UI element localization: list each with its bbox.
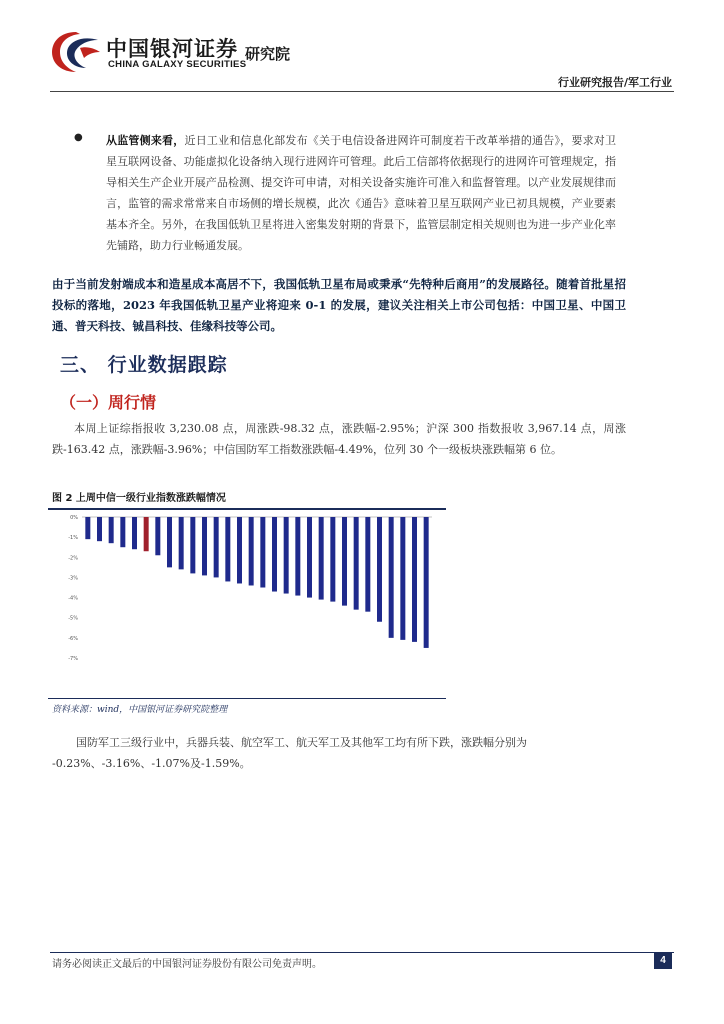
bar [284, 517, 289, 594]
bullet-paragraph [106, 130, 616, 256]
bar [319, 517, 324, 600]
bar [97, 517, 102, 541]
bar [225, 517, 230, 581]
header-divider [50, 91, 674, 92]
summary-paragraph: 由于当前发射端成本和造星成本高居不下，我国低轨卫星布局或秉承“先特种后商用”的发展路径。随着首批星招投标的落地，2023 年我国低轨卫星产业将迎来 0-1 的发展，建议关注相关上市公司包括：中国卫星、中国卫通、普天科技、铖昌科技、佳缘科技等公司。 [52, 277, 626, 333]
source-note: 资料来源：wind，中国银河证券研究院整理 [52, 705, 228, 715]
brand-name-cn: 中国银河证券 [106, 37, 238, 61]
bar [249, 517, 254, 585]
bar [109, 517, 114, 543]
bar [295, 517, 300, 596]
bar [202, 517, 207, 575]
bar [272, 517, 277, 592]
bar-defense-military [144, 517, 149, 551]
y-tick-label: 0% [70, 515, 78, 521]
figure-caption: 图 2 上周中信一级行业指数涨跌幅情况 [52, 493, 226, 504]
bar [400, 517, 405, 640]
bar [214, 517, 219, 577]
brand-institute: 研究院 [245, 45, 291, 63]
bar [179, 517, 184, 569]
y-tick-label: -4% [68, 595, 78, 602]
bar [120, 517, 125, 547]
footer-disclaimer: 请务必阅读正文最后的中国银河证券股份有限公司免责声明。 [52, 959, 322, 970]
y-tick-label: -3% [68, 575, 78, 582]
bar [307, 517, 312, 598]
bar [365, 517, 370, 612]
footer-divider [50, 952, 674, 953]
brand-name-en: CHINA GALAXY SECURITIES [108, 59, 247, 70]
subindustry-paragraph: 国防军工三级行业中，兵器兵装、航空军工、航天军工及其他军工均有所下跌，涨跌幅分别为 -0.23%、-3.16%、-1.07%及-1.59%。 [52, 736, 527, 770]
bar [377, 517, 382, 622]
subsection-title: （一）周行情 [60, 393, 157, 412]
bar [190, 517, 195, 573]
bar [260, 517, 265, 588]
bullet-icon: ● [74, 132, 83, 143]
y-tick-label: -2% [68, 555, 78, 562]
bar [412, 517, 417, 642]
bar [237, 517, 242, 583]
bar [85, 517, 90, 539]
y-tick-label: -7% [68, 656, 78, 662]
market-paragraph: 本周上证综指报收 3,230.08 点，周涨跌-98.32 点，涨跌幅-2.95%；沪深 300 指数报收 3,967.14 点，周涨跌-163.42 点，涨跌幅-3.96%；中信国防军工指数涨跌幅-4.49%，位列 30 个一级板块涨跌幅第 6 位。 [52, 422, 626, 456]
report-type: 行业研究报告/军工行业 [557, 76, 672, 89]
industry-change-bar-chart [52, 510, 446, 696]
bar [354, 517, 359, 610]
bar [155, 517, 160, 555]
y-tick-label: -5% [68, 615, 78, 622]
bar [167, 517, 172, 567]
page-number: 4 [654, 953, 672, 969]
bar [424, 517, 429, 648]
section-title: 三、 行业数据跟踪 [60, 354, 228, 376]
bar [330, 517, 335, 602]
galaxy-logo-icon [50, 28, 102, 74]
figure-bottom-rule [48, 698, 446, 699]
bar [132, 517, 137, 549]
bar [389, 517, 394, 638]
y-tick-label: -6% [68, 635, 78, 642]
bullet-text: 近日工业和信息化部发布《关于电信设备进网许可制度若干改革举措的通告》，要求对卫星互联网设备、功能虚拟化设备纳入现行进网许可管理。此后工信部将依据现行的进网许可管理规定，指导相关生产企业开展产品检测、提交许可申请，对相关设备实施许可准入和监督管理。以产业发展规律而言，监管的需求常常来自市场侧的增长规模，此次《通告》意味着卫星互联网产业已初具规模，产业要素基本齐全。另外，在我国低轨卫星将进入密集发射期的背景下，监管层制定相关规则也为进一步产业化率先铺路，助力行业畅通发展。 [106, 134, 617, 252]
bullet-block [76, 130, 616, 256]
bullet-lead: 从监管侧来看， [106, 134, 185, 147]
y-tick-label: -1% [68, 535, 78, 542]
bar [342, 517, 347, 606]
